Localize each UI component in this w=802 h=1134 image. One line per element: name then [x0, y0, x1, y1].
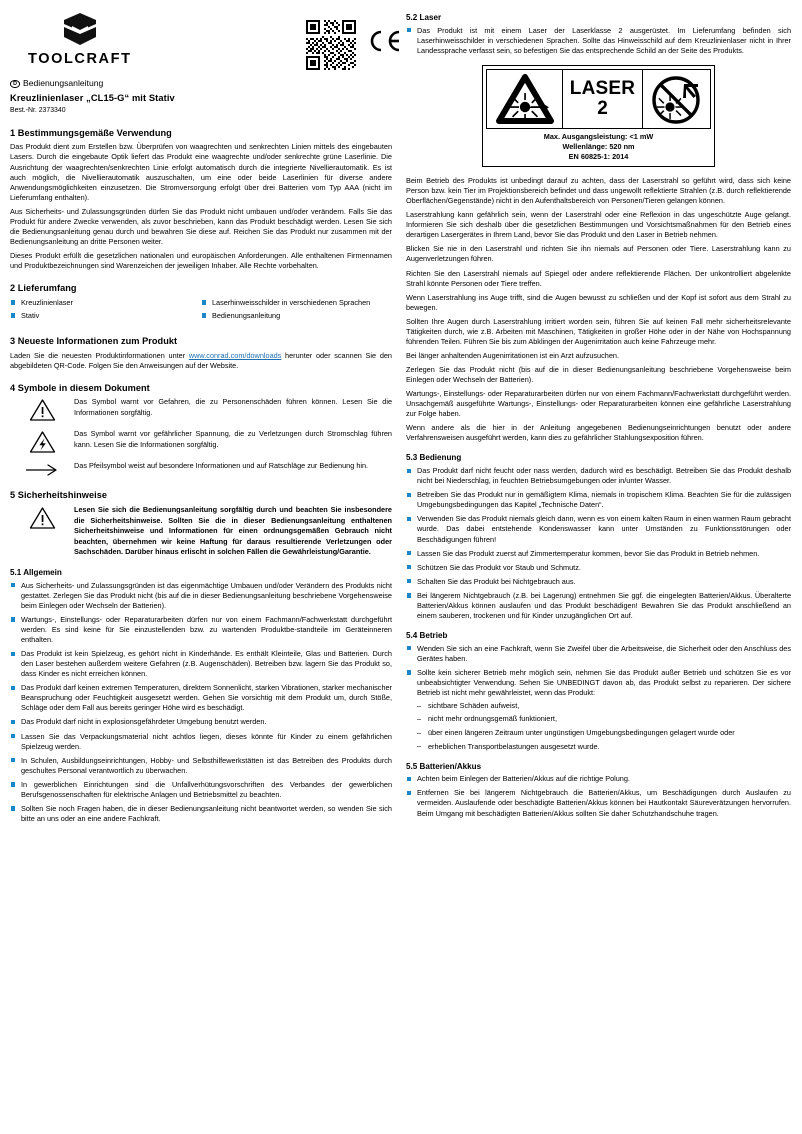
- heading-section-5: 5 Sicherheitshinweise: [10, 490, 108, 501]
- list-item: Sollten Sie noch Fragen haben, die in dieser Bedienungsanleitung nicht beantwortet werden, so wenden Sie sich bitte an uns oder an eine andere Fachkraft.: [10, 804, 392, 824]
- list-item: Achten beim Einlegen der Batterien/Akkus auf die richtige Polung.: [406, 774, 791, 784]
- list-item: Wartungs-, Einstellungs- oder Reparaturarbeiten dürfen nur von einem Fachmann/Fachwerkstatt durchgeführt werden. Es sind keine für Sie einzustellenden bzw. zu wartenden Produktbe-standteile im Geräteinneren enthalten.: [10, 615, 392, 645]
- laser-paragraph-10: Wenn andere als die hier in der Anleitung angegebenen Bedienungseinrichtungen benutzt oder andere Verfahrensweisen ausgeführt werden, kann dies zu gefährlicher Stahlungsexposition führen.: [406, 423, 791, 443]
- list-item-text: Sollte kein sicherer Betrieb mehr möglich sein, nehmen Sie das Produkt außer Betrieb und schützen Sie es vor unbeabsichtigter Verwendung. Sehen Sie UNBEDINGT davon ab, das Produkt selbst zu reparieren. Der sichere Betrieb ist nicht mehr gewährleistet, wenn das Produkt:: [417, 667, 791, 697]
- heading-section-5-1: 5.1 Allgemein: [10, 568, 62, 578]
- heading-section-2: 2 Lieferumfang: [10, 283, 77, 294]
- section1-paragraph-2: Aus Sicherheits- und Zulassungsgründen dürfen Sie das Produkt nicht umbauen und/oder verändern. Falls Sie das Produkt für andere Zwecke verwenden, als zuvor beschrieben, kann das Produkt beschädigt werden. Lesen Sie sich die Bedienungsanleitung genau durch und bewahren Sie diese auf. Reichen Sie das Produkt nur zusammen mit der Bedienungsanleitung an dritte Personen weiter.: [10, 206, 392, 246]
- heading-section-4: 4 Symbole in diesem Dokument: [10, 382, 150, 393]
- list-item: Kreuzlinienlaser: [10, 298, 201, 308]
- symbol-row-arrow: [10, 461, 392, 478]
- list-item: Laserhinweisschilder in verschiedenen Sprachen: [201, 298, 392, 308]
- laser-class-text: [563, 70, 643, 128]
- laser-class-number: 2: [597, 97, 608, 119]
- list-item: Schützen Sie das Produkt vor Staub und Schmutz.: [406, 563, 791, 573]
- list-item: – sichtbare Schäden aufweist,: [417, 701, 791, 711]
- symbol-row-voltage: [10, 429, 392, 454]
- document-type-label: Bedienungsanleitung: [23, 78, 104, 88]
- section1-paragraph-3: Dieses Produkt erfüllt die gesetzlichen nationalen und europäischen Anforderungen. Alle enthaltenen Firmennamen und Produktbezeichnungen sind Warenzeichen der jeweiligen Inhaber. Alle Rechte vorbehalten.: [10, 251, 392, 271]
- laser-radiation-triangle-icon: [487, 70, 563, 128]
- warning-triangle-icon: [10, 505, 74, 530]
- symbol-text: Das Symbol warnt vor Gefahren, die zu Personenschäden führen können. Lesen Sie die Informationen sorgfältig.: [74, 397, 392, 417]
- heading-section-5-5: 5.5 Batterien/Akkus: [406, 761, 482, 771]
- brand-logo: [28, 12, 132, 69]
- list-item: Betreiben Sie das Produkt nur in gemäßigtem Klima, niemals in tropischem Klima. Beachten Sie für die zulässigen Umgebungsbedingungen das Kapitel „Technische Daten“.: [406, 490, 791, 510]
- laser-paragraph-1: Beim Betrieb des Produkts ist unbedingt darauf zu achten, dass der Laserstrahl so geführt wird, dass sich keine Person bzw. kein Tier im Projektionsbereich befindet und dass ungewollt reflektierte Strahlen (z.B. durch reflektierende Oberflächen/Gegenstände) nicht in den Aufenthaltsbereich von Personen/Tieren gelangen können.: [406, 176, 791, 206]
- heading-section-1: 1 Bestimmungsgemäße Verwendung: [10, 127, 172, 138]
- laser-paragraph-9: Wartungs-, Einstellungs- oder Reparaturarbeiten dürfen nur von einem Fachmann/Fachwerkstatt durchgeführt werden. Unsachgemäß ausgeführte Wartungs-, Einstellungs- oder Reparaturarbeiten können eine gefährliche Laserstrahlung zur Folge haben.: [406, 389, 791, 419]
- symbol-row-warning: [10, 397, 392, 422]
- right-column: [406, 10, 791, 819]
- list-item: Schalten Sie das Produkt bei Nichtgebrauch aus.: [406, 577, 791, 587]
- laser-paragraph-2: Laserstrahlung kann gefährlich sein, wenn der Laserstrahl oder eine Reflexion in das ungeschützte Auge gelangt. Informieren Sie sich deshalb über die gesetzlichen Bestimmungen und Vorsichtsmaßnahmen für den Betrieb eines derartigen Lasergerätes in Ihrem Land, bevor Sie das Produkt und den Laser in Betrieb nehmen.: [406, 210, 791, 240]
- heading-section-5-2: 5.2 Laser: [406, 13, 442, 22]
- list-item: Lassen Sie das Produkt zuerst auf Zimmertemperatur kommen, bevor Sie das Produkt in Betrieb nehmen.: [406, 549, 791, 559]
- list-item: Das Produkt darf nicht in explosionsgefährdeter Umgebung benutzt werden.: [10, 717, 392, 727]
- list-item: Lassen Sie das Verpackungsmaterial nicht achtlos liegen, dieses könnte für Kinder zu einem gefährlichen Spielzeug werden.: [10, 732, 392, 752]
- section3-paragraph: [10, 351, 392, 371]
- heading-section-5-4: 5.4 Betrieb: [406, 630, 448, 640]
- list-item: Bei längerem Nichtgebrauch (z.B. bei Lagerung) entnehmen Sie ggf. die eingelegten Batterien/Akkus. Überalterte Batterien/Akkus können auslaufen und das Produkt beschädigen! Bewahren Sie das Produkt anschließend an einem sauberen, trockenen und für Kinder unzugänglichen Ort auf.: [406, 591, 791, 621]
- laser-paragraph-5: Wenn Laserstrahlung ins Auge trifft, sind die Augen bewusst zu schließen und der Kopf ist sofort aus dem Strahl zu bewegen.: [406, 292, 791, 312]
- document-header: [10, 10, 392, 76]
- list-item: – erheblichen Transportbelastungen ausgesetzt wurde.: [417, 742, 791, 752]
- ce-mark-icon: [368, 30, 402, 52]
- unsafe-conditions-list: [417, 701, 791, 752]
- battery-safety-list: [406, 774, 791, 818]
- list-item: In gewerblichen Einrichtungen sind die Unfallverhütungsvorschriften des Verbandes der gewerblichen Berufsgenossenschaften für elektrische Anlagen und Betriebsmittel zu beachten.: [10, 780, 392, 800]
- section1-paragraph-1: Das Produkt dient zum Erstellen bzw. Überprüfen von waagrechten und senkrechten Linien mittels des eingebauten Lasers. Durch die eingebaute Optik liefert das Produkt eine waagrechte und/oder senkrechte grüne Laserlinie. Die Ausrichtung der waagrechten/senkrechten Linie erfolgt automatisch durch die integrierte Nivellierautomatik. Es ist auch möglich, die Nivellierautomatik auszuschalten, um eine oder beide Laserlinien für diverse andere Anwendungsmöglichkeiten einzusetzen. Die Stromversorgung erfolgt über drei Batterien vom Typ AAA (nicht im Lieferumfang enthalten).: [10, 142, 392, 202]
- list-item: Das Produkt ist kein Spielzeug, es gehört nicht in Kinderhände. Es enthält Kleinteile, Glas und Batterien. Durch den Laser bestehen außerdem weitere Gefahren (z.B. Augenschäden). Betreiben bzw. lagern Sie das Produkt so, dass Kinder es nicht erreichen können.: [10, 649, 392, 679]
- safety-intro-row: [10, 505, 392, 558]
- list-item: – über einen längeren Zeitraum unter ungünstigen Umgebungsbedingungen gelagert wurde oder: [417, 728, 791, 738]
- laser-word: LASER: [569, 78, 636, 100]
- safety-intro-text: Lesen Sie sich die Bedienungsanleitung sorgfältig durch und beachten Sie insbesondere die Sicherheitshinweise. Sollten Sie die in dieser Bedienungsanleitung enthaltenen Sicherheitshinweise und Informationen für einen ordnungsgemäßen Gebrauch nicht beachten, übernehmen wir keine Haftung für daraus resultierende Verletzungen oder Sachschäden. Darüber hinaus erlischt in solchen Fällen die Gewährleistung/Garantie.: [74, 505, 392, 557]
- delivery-column-2: [201, 298, 392, 324]
- list-item: In Schulen, Ausbildungseinrichtungen, Hobby- und Selbsthilfewerkstätten ist das Betreiben des Produkts durch geschultes Personal verantwortlich zu überwachen.: [10, 756, 392, 776]
- list-item: Das Produkt darf keinen extremen Temperaturen, direktem Sonnenlicht, starken Vibrationen, starker mechanischer Beanspruchung oder Feuchtigkeit ausgesetzt werden. Gehen Sie vorsichtig mit dem Produkt um, durch Stöße, Schläge oder dem Fall aus bereits geringer Höhe wird es beschädigt.: [10, 683, 392, 713]
- language-badge-icon: D: [10, 80, 20, 87]
- page-title: Kreuzlinienlaser „CL15-G“ mit Stativ: [10, 92, 175, 103]
- scope-of-delivery-list: [10, 298, 392, 324]
- laser-standard: EN 60825-1: 2014: [568, 151, 629, 161]
- list-item: Entfernen Sie bei längerem Nichtgebrauch die Batterien/Akkus, um Beschädigungen durch Auslaufen zu vermeiden. Auslaufende oder beschädigte Batterien/Akkus können bei Hautkontakt Säureverätzungen hervorrufen. Beim Umgang mit beschädigten Batterien/Akkus sollten Sie daher Schutzhandschuhe tragen.: [406, 788, 791, 818]
- heading-section-3: 3 Neueste Informationen zum Produkt: [10, 335, 178, 346]
- list-item: Das Produkt ist mit einem Laser der Laserklasse 2 ausgerüstet. Im Lieferumfang befinden sich Laserhinweisschilder in verschiedenen Sprachen. Sollte das Hinweisschild auf dem Kreuzlinienlaser nicht in Ihrer Landessprache verfasst sein, so befestigen Sie das entsprechende Schild an der Seite des Produkts.: [406, 26, 791, 56]
- left-column: [10, 10, 392, 824]
- order-number: Best.-Nr. 2373340: [10, 107, 66, 115]
- list-item: Bedienungsanleitung: [201, 311, 392, 321]
- laser-paragraph-4: Richten Sie den Laserstrahl niemals auf Spiegel oder andere reflektierende Flächen. Der unkontrolliert abgelenkte Strahl könnte Personen oder Tiere treffen.: [406, 268, 791, 288]
- qr-code-icon: [306, 20, 356, 70]
- symbol-text: Das Pfeilsymbol weist auf besondere Informationen und auf Ratschläge zur Bedienung hin.: [74, 461, 369, 471]
- laser-warning-label: [406, 65, 791, 167]
- list-item: Wenden Sie sich an eine Fachkraft, wenn Sie Zweifel über die Arbeitsweise, die Sicherheit oder den Anschluss des Gerätes haben.: [406, 644, 791, 664]
- general-safety-list: [10, 581, 392, 824]
- document-type-row: [10, 78, 392, 90]
- two-column-layout: [10, 10, 792, 824]
- heading-section-5-3: 5.3 Bedienung: [406, 453, 462, 463]
- do-not-stare-into-beam-icon: [643, 70, 710, 128]
- laser-paragraph-3: Blicken Sie nie in den Laserstrahl und richten Sie ihn niemals auf Personen oder Tiere. Laserstrahlung kann zu Augenverletzungen führen.: [406, 244, 791, 264]
- toolcraft-logo-icon: [59, 12, 101, 46]
- laser-paragraph-7: Bei länger anhaltenden Augenirritationen ist ein Arzt aufzusuchen.: [406, 350, 619, 360]
- laser-wavelength: Wellenlänge: 520 nm: [562, 141, 635, 151]
- usage-safety-list: [406, 644, 791, 752]
- operation-safety-list: [406, 466, 791, 621]
- list-item: Das Produkt darf nicht feucht oder nass werden, dadurch wird es beschädigt. Betreiben Sie das Produkt deshalb nicht bei Niederschlag, in feuchten Betriebsumgebungen oder in/unter Wasser.: [406, 466, 791, 486]
- list-item: [406, 668, 791, 752]
- list-item: Aus Sicherheits- und Zulassungsgründen ist das eigenmächtige Umbauen und/oder Verändern des Produkts nicht gestattet. Zerlegen Sie das Produkt nicht (bis auf die in dieser Bedienungsanleitung beschriebene Vorgehensweise beim Einlegen oder Wechseln der Batterien).: [10, 581, 392, 611]
- list-item: Stativ: [10, 311, 201, 321]
- laser-paragraph-8: Zerlegen Sie das Produkt nicht (bis auf die in dieser Bedienungsanleitung beschriebene Vorgehensweise beim Einlegen oder Wechseln der Batterien).: [406, 365, 791, 385]
- text-before-link: Laden Sie die neuesten Produktinformationen unter: [10, 350, 189, 360]
- downloads-link[interactable]: www.conrad.com/downloads: [188, 350, 282, 360]
- arrow-right-icon: [10, 461, 74, 478]
- delivery-column-1: [10, 298, 201, 324]
- symbol-text: Das Symbol warnt vor gefährlicher Spannung, die zu Verletzungen durch Stromschlag führen kann. Lesen Sie die Informationen sorgfältig.: [74, 429, 392, 449]
- text-after-link: herunter oder scannen Sie den abgebildeten QR-Code. Folgen Sie den Anweisungen auf der Website.: [10, 350, 392, 370]
- laser-max-power: Max. Ausgangsleistung: <1 mW: [543, 131, 654, 141]
- laser-paragraph-6: Sollten Ihre Augen durch Laserstrahlung irritiert worden sein, führen Sie auf keinen Fall mehr sicherheitsrelevante Tätigkeiten durch, wie z.B. Arbeiten mit Maschinen, Tätigkeiten in großer Höhe oder in der Nähe von Hochspannung führenden Teilen. Führen Sie bis zum Abklingen der Augenirritation auch keine Fahrzeuge mehr.: [406, 316, 791, 346]
- list-item: – nicht mehr ordnungsgemäß funktioniert,: [417, 714, 791, 724]
- list-item: Verwenden Sie das Produkt niemals gleich dann, wenn es von einem kalten Raum in einen warmen Raum gebracht wurde. Das dabei entstehende Kondenswasser kann unter Umständen zu Funktionsstörungen oder Beschädigungen führen!: [406, 514, 791, 544]
- laser-specs: [486, 129, 711, 163]
- brand-name: TOOLCRAFT: [28, 51, 132, 67]
- high-voltage-triangle-icon: [10, 429, 74, 454]
- laser-intro-list: [406, 26, 791, 56]
- warning-triangle-icon: [10, 397, 74, 422]
